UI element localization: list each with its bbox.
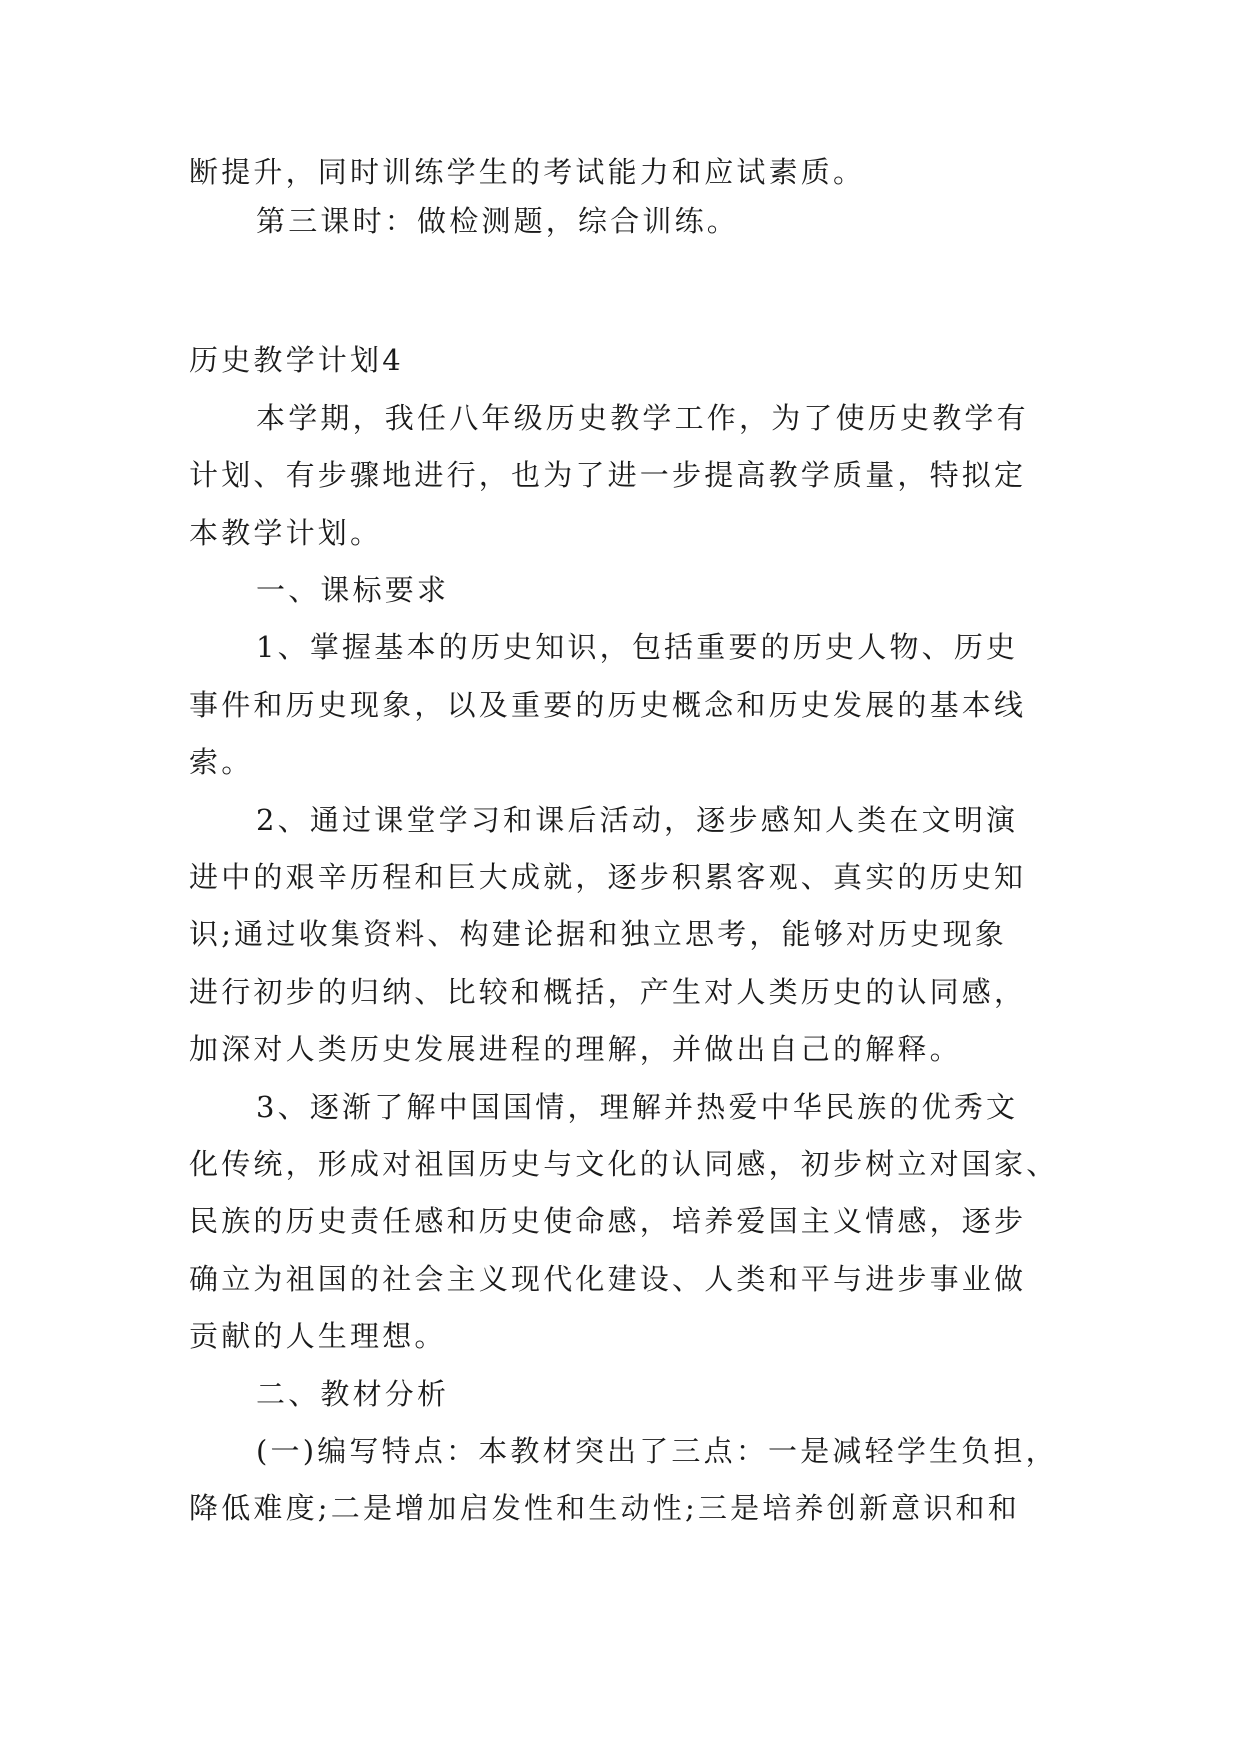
text-line: 断提升，同时训练学生的考试能力和应试素质。 — [189, 155, 866, 189]
text-line: 本学期，我任八年级历史教学工作，为了使历史教学有 — [256, 401, 1029, 435]
text-line: 化传统，形成对祖国历史与文化的认同感，初步树立对国家、 — [189, 1147, 1059, 1181]
text-line: 贡献的人生理想。 — [189, 1319, 447, 1353]
text-line: 加深对人类历史发展进程的理解，并做出自己的解释。 — [189, 1032, 962, 1066]
text-line: 本教学计划。 — [189, 516, 383, 550]
text-line: 识;通过收集资料、构建论据和独立思考，能够对历史现象 — [189, 917, 1007, 951]
text-line: 1、掌握基本的历史知识，包括重要的历史人物、历史 — [256, 630, 1019, 664]
text-line: 计划、有步骤地进行，也为了进一步提高教学质量，特拟定 — [189, 458, 1027, 492]
text-line: 第三课时：做检测题，综合训练。 — [256, 204, 740, 238]
text-line: 进行初步的归纳、比较和概括，产生对人类历史的认同感， — [189, 975, 1027, 1009]
text-line: 进中的艰辛历程和巨大成就，逐步积累客观、真实的历史知 — [189, 860, 1027, 894]
subheading: 二、教材分析 — [256, 1377, 450, 1411]
text-line: 事件和历史现象，以及重要的历史概念和历史发展的基本线 — [189, 688, 1027, 722]
text-line: 2、通过课堂学习和课后活动，逐步感知人类在文明演 — [256, 803, 1019, 837]
text-line: 3、逐渐了解中国国情，理解并热爱中华民族的优秀文 — [256, 1090, 1019, 1124]
text-line: 民族的历史责任感和历史使命感，培养爱国主义情感，逐步 — [189, 1204, 1027, 1238]
text-line: 索。 — [189, 745, 254, 779]
text-line: 确立为祖国的社会主义现代化建设、人类和平与进步事业做 — [189, 1262, 1027, 1296]
section-title: 历史教学计划4 — [189, 343, 404, 377]
subheading: 一、课标要求 — [256, 573, 450, 607]
text-line: 降低难度;二是增加启发性和生动性;三是培养创新意识和和 — [189, 1491, 1020, 1525]
text-line: (一)编写特点：本教材突出了三点：一是减轻学生负担， — [256, 1434, 1058, 1468]
